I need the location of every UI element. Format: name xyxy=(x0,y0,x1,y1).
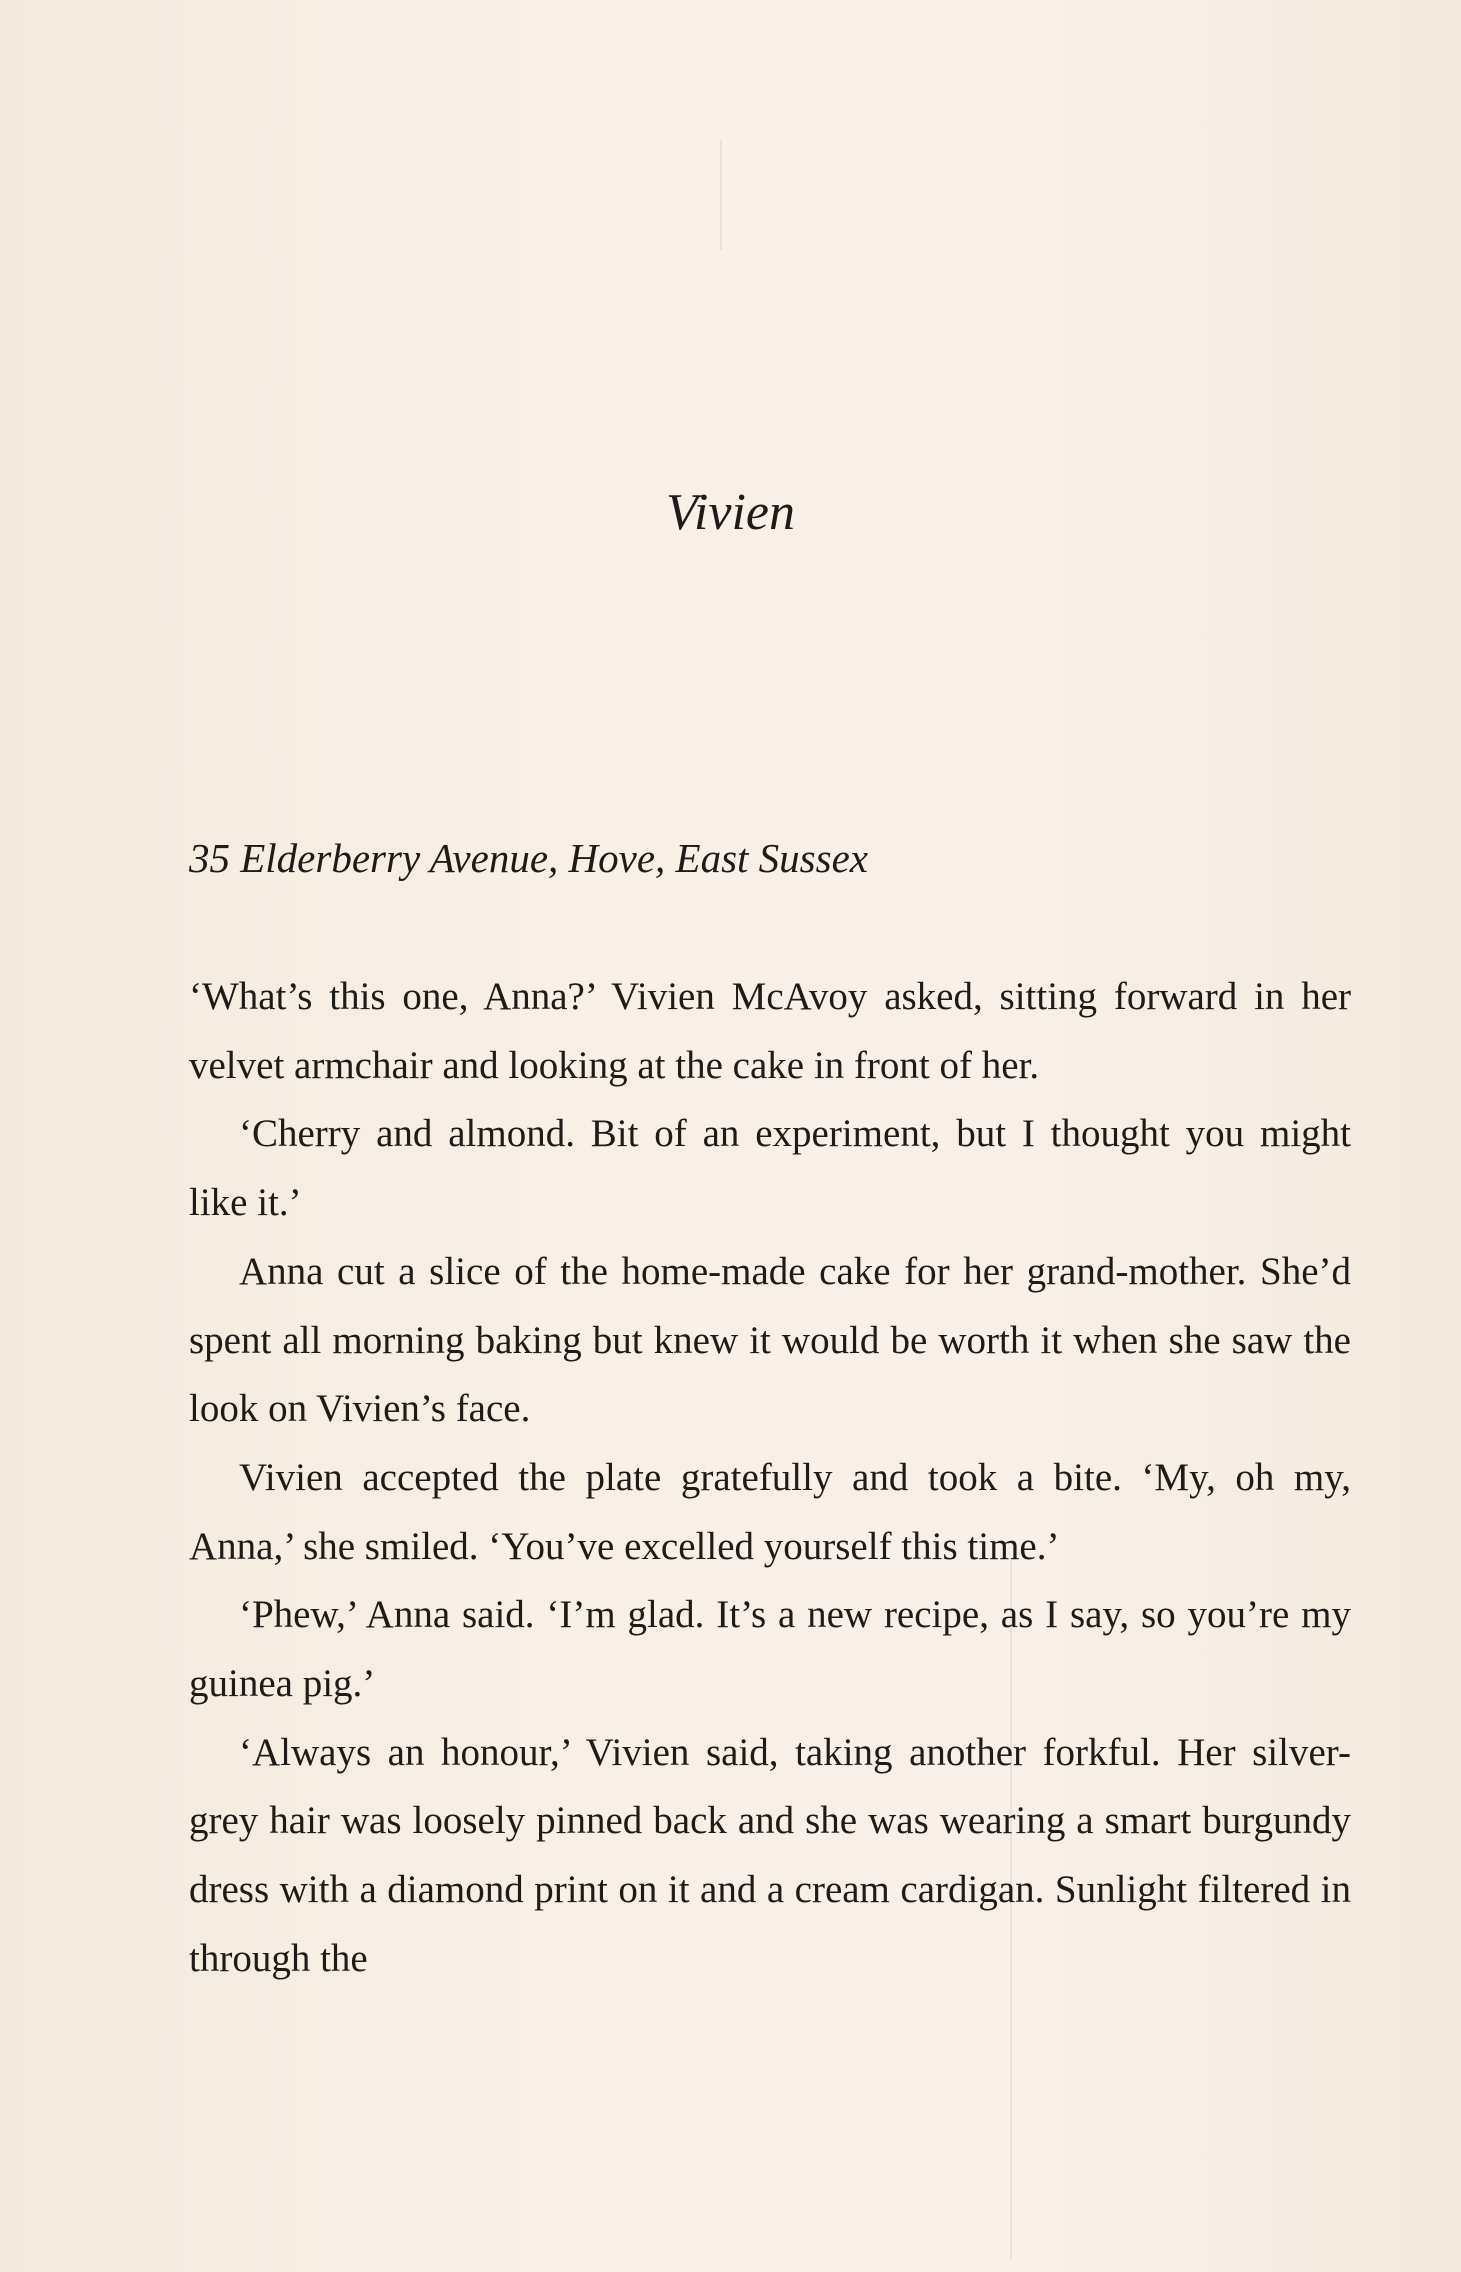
paragraph: ‘Phew,’ Anna said. ‘I’m glad. It’s a new recipe, as I say, so you’re my guinea pig.’ xyxy=(189,1593,1351,1706)
paragraph: ‘What’s this one, Anna?’ Vivien McAvoy asked, sitting forward in her velvet armchair and looking at the cake in front of her. xyxy=(189,975,1351,1087)
paragraph: Anna cut a slice of the home-made cake for her grand-mother. She’d spent all morning baking but knew it would be worth it when she saw the look on Vivien’s face. xyxy=(189,1249,1351,1431)
paragraph: ‘Always an honour,’ Vivien said, taking another forkful. Her silver-grey hair was loosely pinned back and she was wearing a smart burgundy dress with a diamond print on it and a cream cardigan. Sunlight filtered in through the xyxy=(189,1730,1351,1980)
paragraph: ‘Cherry and almond. Bit of an experiment, but I thought you might like it.’ xyxy=(189,1112,1351,1225)
body-text xyxy=(189,963,1351,1994)
paragraph: Vivien accepted the plate gratefully and took a bite. ‘My, oh my, Anna,’ she smiled. ‘You’ve excelled yourself this time.’ xyxy=(189,1455,1351,1568)
chapter-title: Vivien xyxy=(666,484,795,541)
chapter-location: 35 Elderberry Avenue, Hove, East Sussex xyxy=(189,835,868,881)
page-crease xyxy=(720,140,722,250)
